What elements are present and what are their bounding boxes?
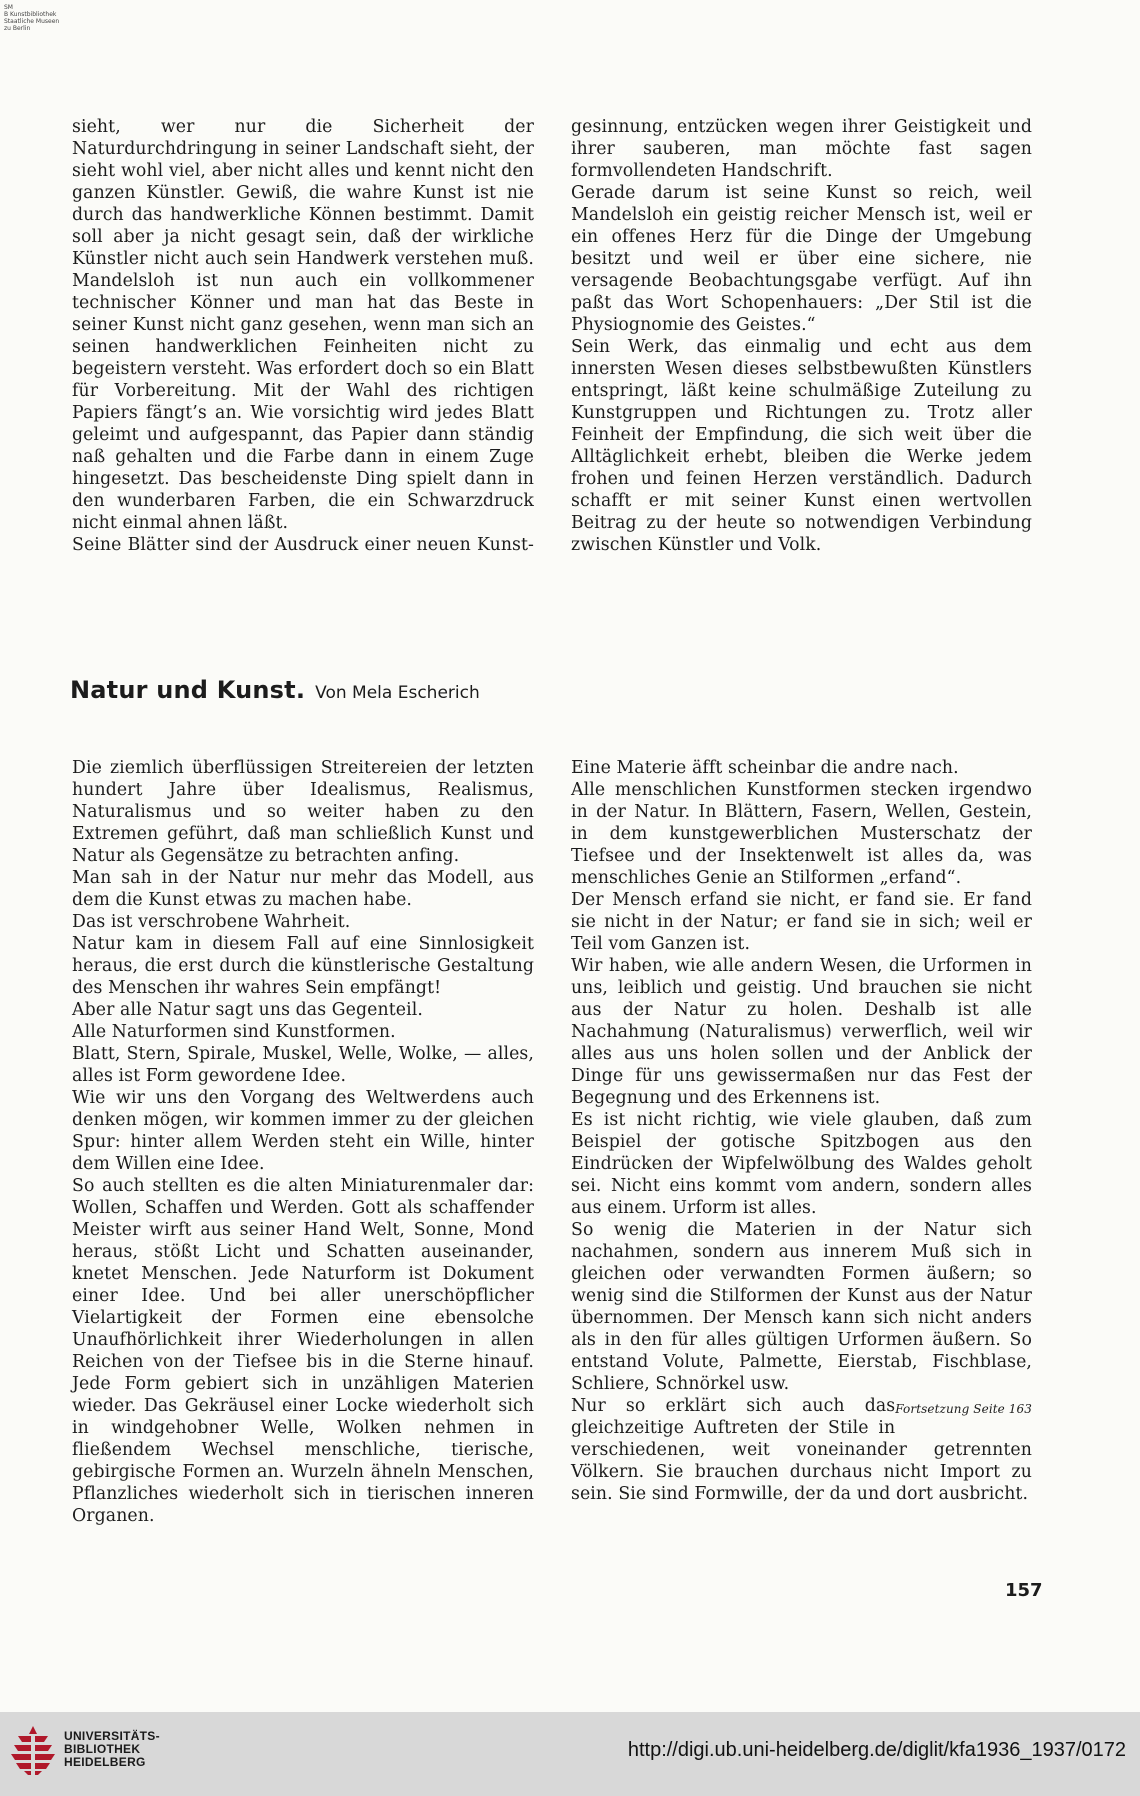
document-url-link[interactable]: http://digi.ub.uni-heidelberg.de/diglit/kfa1936_1937/0172: [627, 1739, 1126, 1761]
article-right-column: [571, 757, 1032, 1505]
paragraph: Die ziemlich überflüssigen Streitereien der letzten hundert Jahre über Idealismus, Realismus, Naturalismus und so weiter haben zu den Extremen geführt, daß man schließlich Kunst und Natur als Gegensätze zu betrachten anfing.: [72, 758, 534, 866]
paragraph: Wir haben, wie alle andern Wesen, die Urformen in uns, leiblich und geistig. Und brauchen sie nicht aus der Natur zu holen. Deshalb ist alle Nachahmung (Naturalismus) verwerflich, weil wir alles aus uns holen sollen und der Anblick der Dinge für uns gewissermaßen nur das Fest der Begegnung und des Erkennens ist.: [571, 956, 1032, 1108]
article-left-column: [72, 757, 534, 1527]
paragraph: Wie wir uns den Vorgang des Weltwerdens auch denken mögen, wir kommen immer zu der gleichen Spur: hinter allem Werden steht ein Wille, hinter dem Willen eine Idee.: [72, 1088, 534, 1174]
library-name-line: UNIVERSITÄTS-: [64, 1729, 160, 1743]
top-article-left-column: [72, 116, 534, 578]
article-title: Natur und Kunst.: [70, 676, 306, 704]
library-name: [64, 1730, 160, 1769]
library-name-line: HEIDELBERG: [64, 1755, 146, 1769]
paragraph: Seine Blätter sind der Ausdruck einer neuen Kunst-: [72, 535, 534, 555]
paragraph: Aber alle Natur sagt uns das Gegenteil.: [72, 1000, 423, 1020]
paragraph: gesinnung, entzücken wegen ihrer Geistigkeit und ihrer sauberen, man möchte fast sagen formvollendeten Handschrift.: [571, 117, 1032, 181]
paragraph: Alle menschlichen Kunstformen stecken irgendwo in der Natur. In Blättern, Fasern, Wellen, Gestein, in dem kunstgewerblichen Musterschatz der Tiefsee und der Insektenwelt ist alles da, was menschliches Genie an Stilformen „erfand“.: [571, 780, 1032, 888]
top-article-right-column: [571, 116, 1032, 556]
paragraph: Gerade darum ist seine Kunst so reich, weil Mandelsloh ein geistig reicher Mensch ist, weil er ein offenes Herz für die Dinge der Umgebung besitzt und weil er über eine sichere, nie versagende Beobachtungsgabe verfügt. Auf ihn paßt das Wort Schopenhauers: „Der Stil ist die Physiognomie des Geistes.“: [571, 183, 1032, 335]
university-library-logo-icon: [8, 1724, 58, 1776]
article-heading: [70, 676, 480, 704]
continuation-note: Fortsetzung Seite 163: [895, 1402, 1032, 1416]
paragraph: sieht, wer nur die Sicherheit der Naturdurchdringung in seiner Landschaft sieht, der sieht wohl viel, aber nicht alles und kennt nicht den ganzen Künstler. Gewiß, die wahre Kunst ist nie durch das handwerkliche Können bestimmt. Damit soll aber ja nicht gesagt sein, daß der wirkliche Künstler nicht auch sein Handwerk verstehen muß. Mandelsloh ist nun auch ein vollkommener technischer Könner und man hat das Beste in seiner Kunst nicht ganz gesehen, wenn man sich an seinen handwerklichen Feinheiten nicht zu begeistern versteht. Was erfordert doch so ein Blatt für Vorbereitung. Mit der Wahl des richtigen Papiers fängt’s an. Wie vorsichtig wird jedes Blatt geleimt und aufgespannt, das Papier dann ständig naß gehalten und die Farbe dann in einem Zuge hingesetzt. Das bescheidenste Ding spielt dann in den wunderbaren Farben, die ein Schwarzdruck nicht einmal ahnen läßt.: [72, 117, 534, 533]
stamp-line: B Kunstbibliothek: [4, 11, 57, 18]
stamp-line: zu Berlin: [4, 25, 31, 32]
page-number: 157: [1005, 1580, 1043, 1601]
paragraph: Es ist nicht richtig, wie viele glauben, daß zum Beispiel der gotische Spitzbogen aus den Eindrücken der Wipfelwölbung des Waldes geholt sei. Nicht eins kommt vom andern, sondern alles aus einem. Urform ist alles.: [571, 1110, 1032, 1218]
paragraph: Sein Werk, das einmalig und echt aus dem innersten Wesen dieses selbstbewußten Künstlers entspringt, läßt keine schulmäßige Zuteilung zu Kunstgruppen und Richtungen zu. Trotz aller Feinheit der Empfindung, die sich weit über die Alltäglichkeit erhebt, bleiben die Werke jedem frohen und feinen Herzen verständlich. Dadurch schafft er mit seiner Kunst einen wertvollen Beitrag zu der heute so notwendigen Verbindung zwischen Künstler und Volk.: [571, 337, 1032, 555]
paragraph: Das ist verschrobene Wahrheit.: [72, 912, 351, 932]
paragraph: So wenig die Materien in der Natur sich nachahmen, sondern aus innerem Muß sich in gleichen oder verwandten Formen äußern; so wenig sind die Stilformen der Kunst aus der Natur übernommen. Der Mensch kann sich nicht anders als in den für alles gültigen Urformen äußern. So entstand Volute, Palmette, Eierstab, Fischblase, Schliere, Schnörkel usw.: [571, 1220, 1032, 1394]
paragraph: So auch stellten es die alten Miniaturenmaler dar: Wollen, Schaffen und Werden. Gott als schaffender Meister wirft aus seiner Hand Welt, Sonne, Mond heraus, stößt Licht und Schatten auseinander, knetet Menschen. Jede Naturform ist Dokument einer Idee. Und bei aller unerschöpflicher Vielartigkeit der Formen eine ebensolche Unaufhörlichkeit ihrer Wiederholungen in allen Reichen von der Tiefsee bis in die Sterne hinauf. Jede Form gebiert sich in unzähligen Materien wieder. Das Gekräusel einer Locke wiederholt sich in windgehobner Welle, Wolken nehmen in fließendem Wechsel menschliche, tierische, gebirgische Formen an. Wurzeln ähneln Menschen, Pflanzliches wiederholt sich in tierischen inneren Organen.: [72, 1176, 534, 1526]
paragraph: Natur kam in diesem Fall auf eine Sinnlosigkeit heraus, die erst durch die künstlerische Gestaltung des Menschen ihr wahres Sein empfängt!: [72, 934, 534, 998]
paragraph-with-continuation: [571, 1395, 1032, 1505]
footer-bar: [0, 1712, 1140, 1796]
paragraph-text: Nur so erklärt sich auch das gleichzeitige Auftreten der Stile in verschiedenen, weit voneinander getrennten Völkern. Sie brauchen durchaus nicht Import zu sein. Sie sind Formwille, der da und dort ausbricht.: [571, 1396, 1032, 1504]
paragraph: Eine Materie äfft scheinbar die andre nach.: [571, 758, 959, 778]
paragraph: Der Mensch erfand sie nicht, er fand sie. Er fand sie nicht in der Natur; er fand sie in sich; weil er Teil vom Ganzen ist.: [571, 890, 1032, 954]
article-byline: Von Mela Escherich: [315, 683, 480, 703]
paragraph: Man sah in der Natur nur mehr das Modell, aus dem die Kunst etwas zu machen habe.: [72, 868, 534, 910]
stamp-line: Staatliche Museen: [4, 18, 60, 25]
stamp-line: SM: [4, 4, 13, 11]
paragraph: Blatt, Stern, Spirale, Muskel, Welle, Wolke, — alles, alles ist Form gewordene Idee.: [72, 1044, 534, 1086]
library-name-line: BIBLIOTHEK: [64, 1742, 141, 1756]
paragraph: Alle Naturformen sind Kunstformen.: [72, 1022, 396, 1042]
library-stamp: [4, 4, 59, 32]
